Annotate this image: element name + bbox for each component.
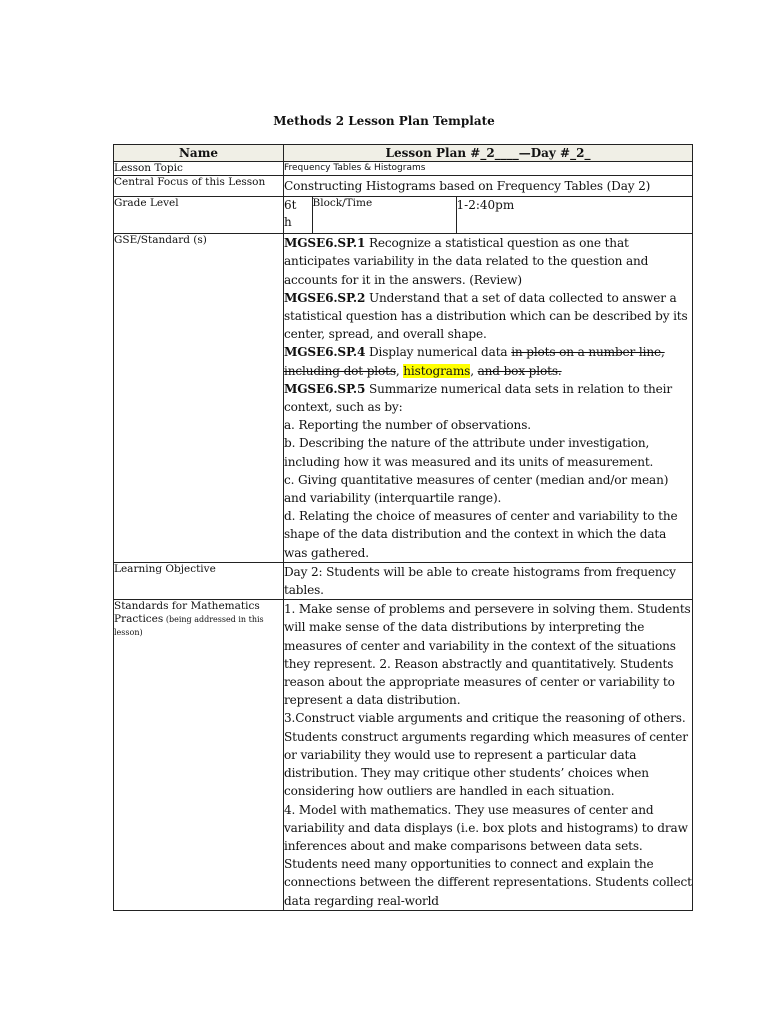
standard-sp1-code: MGSE6.SP.1 <box>284 236 366 251</box>
standard-sp5 <box>284 380 692 416</box>
name-header: Name <box>114 145 284 162</box>
standard-sp4-strike-2: and box plots. <box>477 363 562 378</box>
lesson-plan-header: Lesson Plan #_2____—Day #_2_ <box>284 145 693 162</box>
central-focus-row <box>114 176 693 197</box>
standard-sp5-item-b: b. Describing the nature of the attribute under investigation, including how it was measured and its units of measurement. <box>284 436 654 469</box>
gse-standard-content <box>284 234 693 563</box>
block-time-value: 1-2:40pm <box>456 197 692 233</box>
standard-sp5-item-d: d. Relating the choice of measures of center and variability to the shape of the data distribution and the context in which the data was gathered. <box>284 509 678 560</box>
block-time-label: Block/Time <box>312 197 456 233</box>
learning-objective-value: Day 2: Students will be able to create histograms from frequency tables. <box>284 562 693 599</box>
practice-4: 4. Model with mathematics. They use measures of center and variability and data displays (i.e. box plots and histograms) to draw inferences about and make comparisons between data sets. Students need many opportunities to connect and explain the connections between the different representations. Students collect data regarding real-world <box>284 802 692 908</box>
grade-level-cell <box>284 197 693 234</box>
lesson-topic-row <box>114 162 693 176</box>
grade-level-inner-table <box>284 197 692 233</box>
standard-sp5-text: Summarize numerical data sets in relation to their context, such as by: <box>284 381 672 415</box>
standard-sp4-comma-2: , <box>470 363 478 378</box>
standard-sp4-code: MGSE6.SP.4 <box>284 345 366 360</box>
grade-level-value <box>284 197 312 233</box>
lesson-topic-label: Lesson Topic <box>114 162 284 176</box>
practice-1-2: 1. Make sense of problems and persevere in solving them. Students will make sense of the data distributions by interpreting the measures of center and variability in the context of the situations they represent. 2. Reason abstractly and quantitatively. Students reason about the appropriate measures of center or variability to represent a data distribution. <box>284 602 691 708</box>
standard-sp5-code: MGSE6.SP.5 <box>284 381 366 396</box>
document-title: Methods 2 Lesson Plan Template <box>273 114 495 128</box>
grade-level-row <box>114 197 693 234</box>
central-focus-label: Central Focus of this Lesson <box>114 176 284 197</box>
header-row <box>114 145 693 162</box>
standard-sp4-highlight: histograms <box>403 363 471 378</box>
grade-level-label: Grade Level <box>114 197 284 234</box>
math-practices-label-small: (being addressed in this lesson) <box>114 615 264 638</box>
standard-sp4 <box>284 343 692 379</box>
central-focus-value: Constructing Histograms based on Frequency Tables (Day 2) <box>284 176 693 197</box>
standard-sp4-strike-1: in plots on a number line, including dot plots <box>284 345 665 378</box>
standard-sp5-item-c: c. Giving quantitative measures of center (median and/or mean) and variability (interquartile range). <box>284 472 669 506</box>
standard-sp4-comma-1: , <box>395 363 404 378</box>
lesson-topic-value: Frequency Tables & Histograms <box>284 162 693 176</box>
standard-sp2 <box>284 289 692 344</box>
gse-standard-row <box>114 234 693 563</box>
math-practices-content <box>284 600 693 910</box>
standard-sp1 <box>284 234 692 289</box>
math-practices-row <box>114 600 693 910</box>
math-practices-label <box>114 600 284 910</box>
grade-level-value-line2: h <box>284 215 292 230</box>
learning-objective-label: Learning Objective <box>114 562 284 599</box>
grade-level-value-line1: 6t <box>284 198 297 213</box>
practice-3: 3.Construct viable arguments and critique the reasoning of others. Students construct arguments regarding which measures of center or variability they would use to represent a particular data distribution. They may critique other students’ choices when considering how outliers are handled in each situation. <box>284 711 688 799</box>
standard-sp2-code: MGSE6.SP.2 <box>284 290 366 305</box>
standard-sp5-item-a: a. Reporting the number of observations. <box>284 418 531 433</box>
lesson-plan-table <box>113 144 693 911</box>
standard-sp4-text: Display numerical data <box>365 345 512 360</box>
gse-standard-label: GSE/Standard (s) <box>114 234 284 563</box>
math-practices-label-main: Standards for Mathematics Practices <box>114 600 260 626</box>
learning-objective-row <box>114 562 693 599</box>
standard-sp2-text: Understand that a set of data collected to answer a statistical question has a distribution which can be described by its center, spread, and overall shape. <box>284 290 688 342</box>
standard-sp1-text: Recognize a statistical question as one that anticipates variability in the data related to the question and accounts for it in the answers. (Review) <box>284 236 649 287</box>
